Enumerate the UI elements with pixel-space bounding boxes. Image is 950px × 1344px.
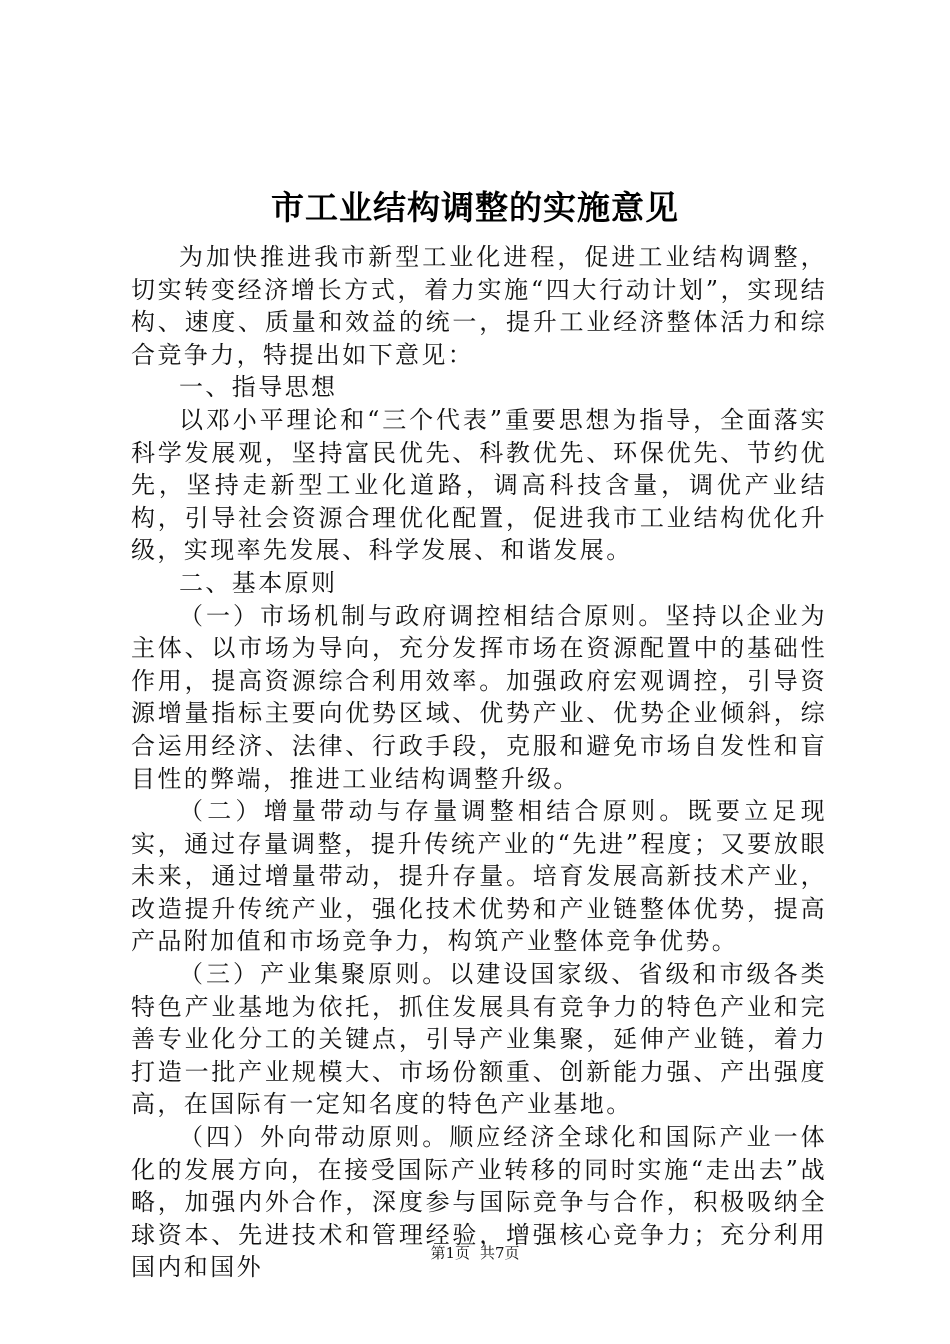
page-footer (0, 1243, 950, 1263)
document-title: 市工业结构调整的实施意见 (271, 188, 679, 227)
paragraph-principle-4: （四）外向带动原则。顺应经济全球化和国际产业一体化的发展方向，在接受国际产业转移的同时实施“走出去”战略，加强内外合作，深度参与国际竞争与合作，积极吸纳全球资本、先进技术和管理经验，增强核心竞争力；充分利用国内和国外 (131, 1123, 827, 1282)
document-body (131, 241, 827, 1284)
paragraph-intro: 为加快推进我市新型工业化进程，促进工业结构调整，切实转变经济增长方式，着力实施“四大行动计划”，实现结构、速度、质量和效益的统一，提升工业经济整体活力和综合竞争力，特提出如下意见： (131, 243, 827, 369)
section-heading-guiding-ideology: 一、指导思想 (179, 373, 338, 402)
paragraph-principle-2: （二）增量带动与存量调整相结合原则。既要立足现实，通过存量调整，提升传统产业的“先进”程度；又要放眼未来，通过增量带动，提升存量。培育发展高新技术产业，改造提升传统产业，强化技术优势和产业链整体优势，提高产品附加值和市场竞争力，构筑产业整体竞争优势。 (131, 797, 827, 956)
paragraph-principle-1: （一）市场机制与政府调控相结合原则。坚持以企业为主体、以市场为导向，充分发挥市场在资源配置中的基础性作用，提高资源综合利用效率。加强政府宏观调控，引导资源增量指标主要向优势区域、优势产业、优势企业倾斜，综合运用经济、法律、行政手段，克服和避免市场自发性和盲目性的弊端，推进工业结构调整升级。 (131, 601, 827, 793)
section-heading-basic-principles: 二、基本原则 (179, 568, 338, 597)
page-number: 第1页 (430, 1244, 470, 1262)
page-total: 共7页 (480, 1244, 520, 1262)
paragraph-guiding-ideology: 以邓小平理论和“三个代表”重要思想为指导，全面落实科学发展观，坚持富民优先、科教优先、环保优先、节约优先，坚持走新型工业化道路，调高科技含量，调优产业结构，引导社会资源合理优化配置，促进我市工业结构优化升级，实现率先发展、科学发展、和谐发展。 (131, 405, 827, 565)
paragraph-principle-3: （三）产业集聚原则。以建设国家级、省级和市级各类特色产业基地为依托，抓住发展具有竞争力的特色产业和完善专业化分工的关键点，引导产业集聚，延伸产业链，着力打造一批产业规模大、市场份额重、创新能力强、产出强度高，在国际有一定知名度的特色产业基地。 (131, 960, 827, 1119)
